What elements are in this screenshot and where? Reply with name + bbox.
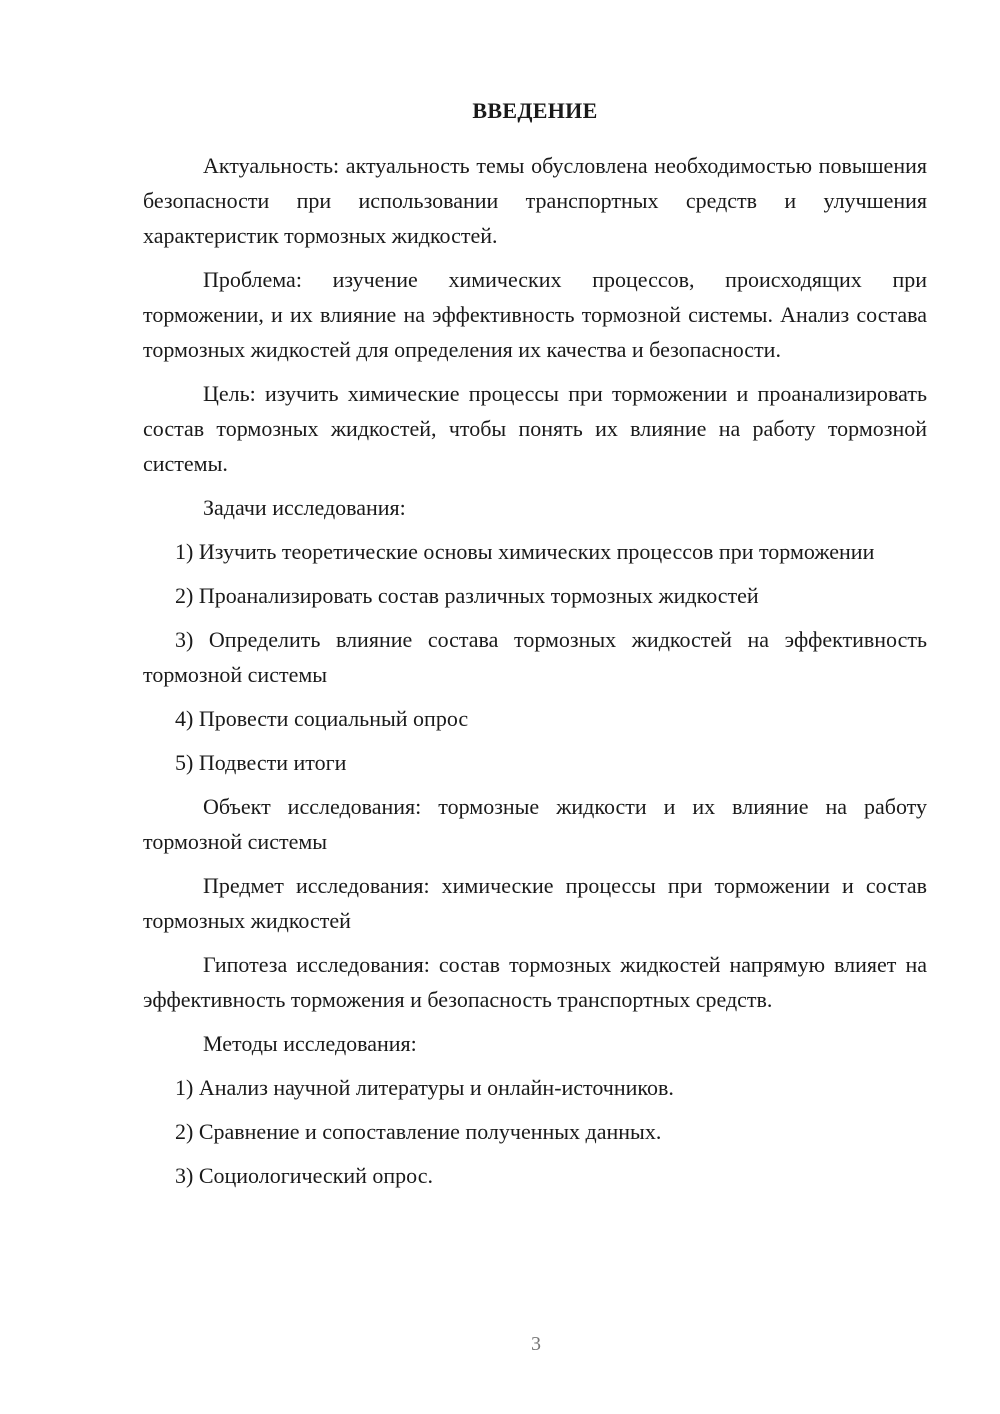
tasks-title: Задачи исследования: (203, 495, 406, 520)
page-number: 3 (531, 1333, 541, 1355)
subject-paragraph: Предмет исследования: химические процессы при торможении и состав тормозных жидкостей (143, 873, 927, 933)
hypothesis-paragraph: Гипотеза исследования: состав тормозных жидкостей напрямую влияет на эффективность торможения и безопасность транспортных средств. (143, 952, 927, 1012)
goal-paragraph: Цель: изучить химические процессы при торможении и проанализировать состав тормозных жидкостей, чтобы понять их влияние на работу тормозной системы. (143, 381, 927, 476)
task-item: 2) Проанализировать состав различных тормозных жидкостей (175, 583, 759, 608)
problem-paragraph: Проблема: изучение химических процессов, происходящих при торможении, и их влияние на эффективность тормозной системы. Анализ состава тормозных жидкостей для определения их качества и безопасности. (143, 267, 927, 362)
method-item: 3) Социологический опрос. (175, 1163, 433, 1188)
task-item: 1) Изучить теоретические основы химических процессов при торможении (175, 539, 875, 564)
method-item: 2) Сравнение и сопоставление полученных данных. (175, 1119, 662, 1144)
task-item: 3) Определить влияние состава тормозных жидкостей на эффективность тормозной системы (143, 627, 927, 687)
relevance-paragraph: Актуальность: актуальность темы обусловлена необходимостью повышения безопасности при использовании транспортных средств и улучшения характеристик тормозных жидкостей. (143, 153, 927, 248)
task-item: 4) Провести социальный опрос (175, 706, 469, 731)
method-item: 1) Анализ научной литературы и онлайн-источников. (175, 1075, 674, 1100)
methods-title: Методы исследования: (203, 1031, 417, 1056)
object-paragraph: Объект исследования: тормозные жидкости и их влияние на работу тормозной системы (143, 794, 927, 854)
section-heading: ВВЕДЕНИЕ (472, 98, 598, 123)
document-page (143, 96, 927, 1202)
task-item: 5) Подвести итоги (175, 750, 347, 775)
